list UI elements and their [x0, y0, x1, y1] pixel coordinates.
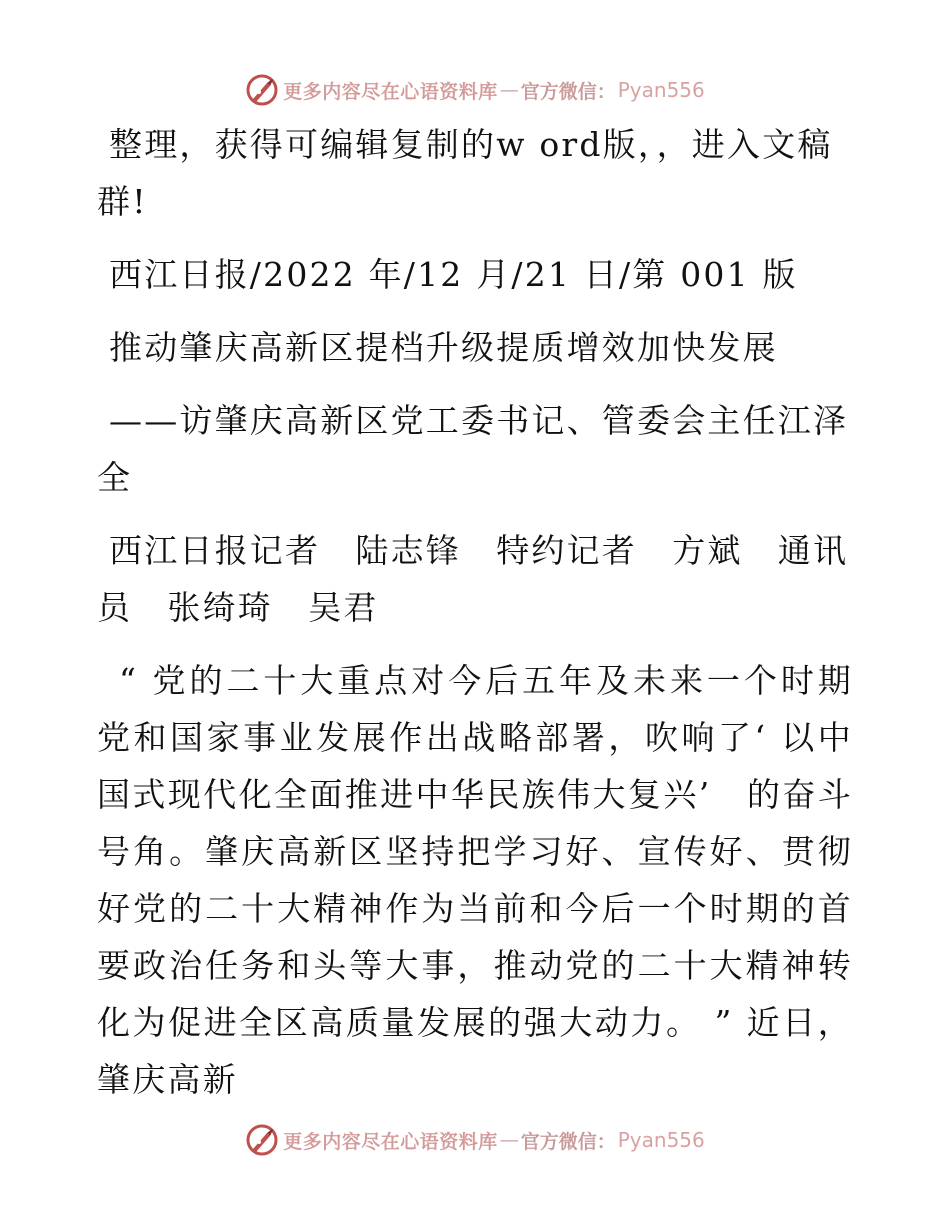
- header-watermark: [0, 70, 950, 110]
- document-body: [97, 116, 853, 1108]
- watermark-official-label: 官方微信：: [520, 80, 616, 103]
- watermark-main-text: 更多内容尽在心语资料库: [283, 1130, 498, 1153]
- watermark-official-label: 官方微信：: [520, 1130, 616, 1153]
- watermark-wechat-id: Pyan556: [617, 1128, 705, 1152]
- watermark-dash: —: [499, 1129, 519, 1151]
- source-line: 西江日报/2022 年/12 月/21 日/第 001 版: [109, 255, 798, 294]
- article-subtitle: ——访肇庆高新区党工委书记、管委会主任江泽全: [97, 401, 849, 497]
- pen-circle-logo-icon: [245, 73, 279, 107]
- watermark-wechat-id: Pyan556: [617, 78, 705, 102]
- footer-watermark: [0, 1120, 950, 1160]
- intro-paragraph: 整理，获得可编辑复制的w ord版，，进入文稿群!: [97, 125, 833, 221]
- article-title: 推动肇庆高新区提档升级提质增效加快发展: [109, 328, 778, 367]
- pen-circle-logo-icon: [245, 1123, 279, 1157]
- body-paragraph: “ 党的二十大重点对今后五年及未来一个时期党和国家事业发展作出战略部署，吹响了‘ 以中国式现代化全面推进中华民族伟大复兴’ 的奋斗号角。肇庆高新区坚持把学习好、宣传好、贯彻好党的二十大精神作为当前和今后一个时期的首要政治任务和头等大事，推动党的二十大精神转化为促进全区高质量发展的强大动力。 ” 近日，肇庆高新: [97, 661, 853, 1099]
- watermark-dash: —: [499, 79, 519, 101]
- watermark-main-text: 更多内容尽在心语资料库: [283, 80, 498, 103]
- byline: 西江日报记者 陆志锋 特约记者 方斌 通讯员 张绮琦 吴君: [97, 531, 849, 627]
